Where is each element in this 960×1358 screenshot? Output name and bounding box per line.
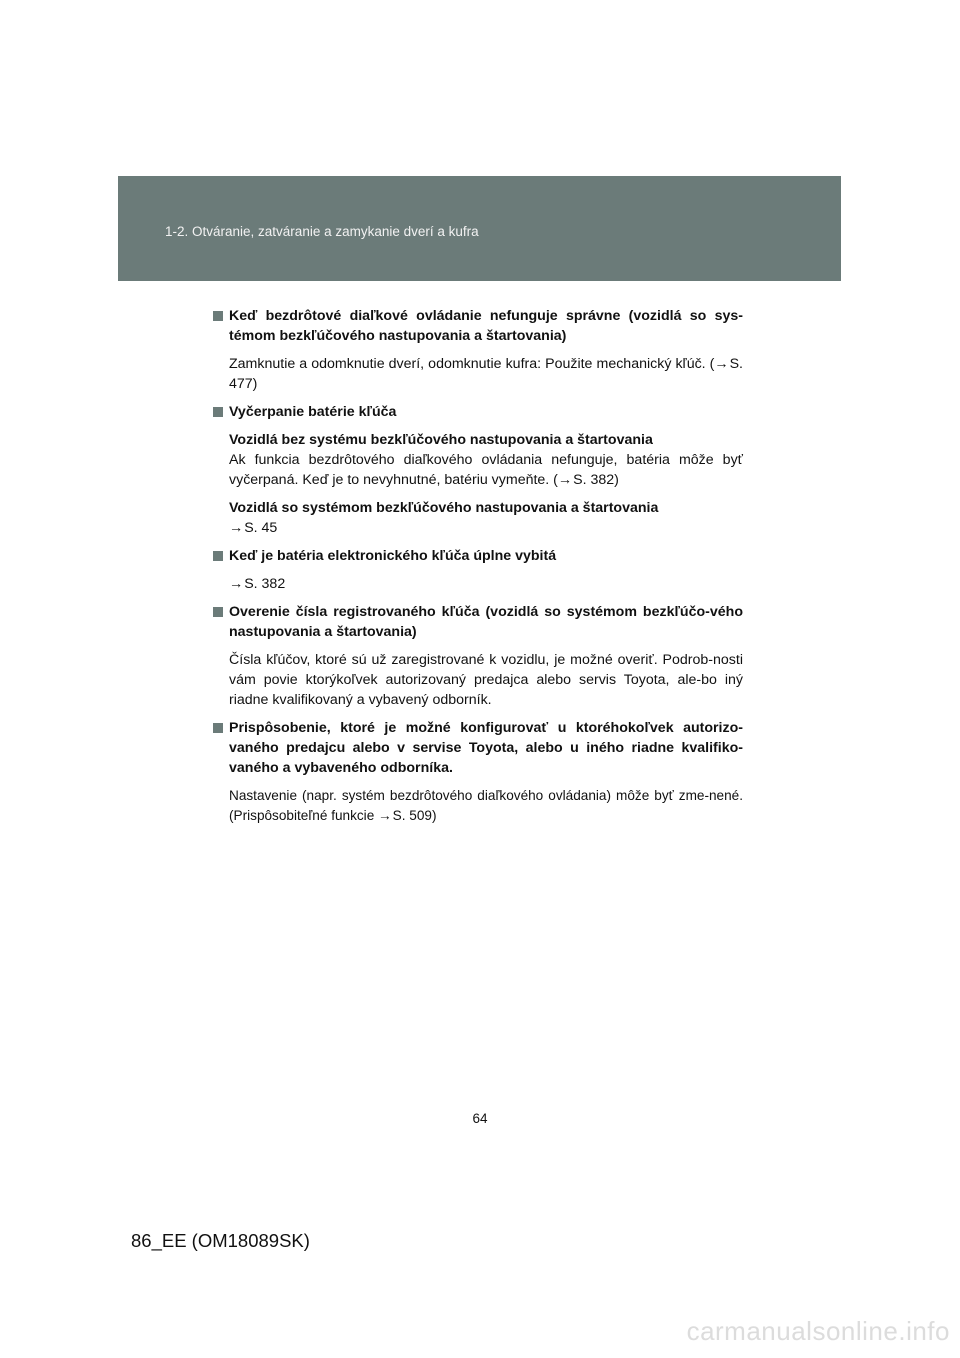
page-reference: S. 509) <box>392 808 437 823</box>
square-bullet-icon <box>213 607 223 617</box>
section-heading <box>213 402 743 422</box>
square-bullet-icon <box>213 311 223 321</box>
section-heading-text: Keď bezdrôtové diaľkové ovládanie nefunguje správne (vozidlá so sys-témom bezkľúčového nastupovania a štartovania) <box>229 308 743 344</box>
paragraph-text: Zamknutie a odomknutie dverí, odomknutie kufra: Použite mechanický kľúč. ( <box>229 356 715 372</box>
paragraph-text: Ak funkcia bezdrôtového diaľkového ovládania nefunguje, batéria môže byť vyčerpaná. Keď je to nevyhnutné, batériu vymeňte. ( <box>229 452 743 488</box>
arrow-right-icon: → <box>378 808 392 823</box>
page-reference: S. 382 <box>244 576 286 592</box>
paragraph-text: Nastavenie (napr. systém bezdrôtového diaľkového ovládania) môže byť zme-nené. (Prispôsobiteľné funkcie <box>229 788 743 823</box>
section-paragraph <box>213 786 743 826</box>
watermark: carmanualsonline.info <box>686 1316 950 1346</box>
square-bullet-icon <box>213 723 223 733</box>
section-paragraph: Čísla kľúčov, ktoré sú už zaregistrované k vozidlu, je možné overiť. Podrob-nosti vám povie ktorýkoľvek autorizovaný predajca alebo servis Toyota, ale-bo iný riadne kvalifikovaný a vybavený odborník. <box>229 652 743 708</box>
page-reference: S. 382) <box>573 472 619 488</box>
section-paragraph <box>213 574 743 594</box>
page-number: 64 <box>472 1111 488 1126</box>
page-reference: S. 45 <box>244 520 278 536</box>
section-heading <box>213 546 743 566</box>
arrow-right-icon: → <box>229 520 244 536</box>
square-bullet-icon <box>213 551 223 561</box>
document-code: 86_EE (OM18089SK) <box>131 1230 310 1251</box>
section-heading-text: Keď je batéria elektronického kľúča úplne vybitá <box>229 548 557 564</box>
section-heading <box>213 306 743 346</box>
page-reference: S. 477) <box>229 356 743 392</box>
subsection-paragraph <box>213 450 743 490</box>
square-bullet-icon <box>213 407 223 417</box>
chapter-title: 1-2. Otváranie, zatváranie a zamykanie dverí a kufra <box>165 224 479 239</box>
arrow-right-icon: → <box>557 472 573 488</box>
section-heading-text: Overenie čísla registrovaného kľúča (vozidlá so systémom bezkľúčo-vého nastupovania a štartovania) <box>229 604 743 640</box>
chapter-header-bar <box>118 176 841 281</box>
subsection-title: Vozidlá bez systému bezkľúčového nastupovania a štartovania <box>229 432 653 448</box>
page-content <box>213 306 743 834</box>
section-heading <box>213 718 743 778</box>
subsection-title: Vozidlá so systémom bezkľúčového nastupovania a štartovania <box>229 500 659 516</box>
section-heading-text: Vyčerpanie batérie kľúča <box>229 404 397 420</box>
subsection-paragraph <box>213 518 743 538</box>
arrow-right-icon: → <box>714 356 729 372</box>
section-heading <box>213 602 743 642</box>
section-heading-text: Prispôsobenie, ktoré je možné konfigurovať u ktoréhokoľvek autorizo-vaného predajcu alebo v servise Toyota, alebo u iného riadne kvalifiko-vaného a vybaveného odborníka. <box>229 720 743 776</box>
arrow-right-icon: → <box>229 576 244 592</box>
section-paragraph <box>213 354 743 394</box>
